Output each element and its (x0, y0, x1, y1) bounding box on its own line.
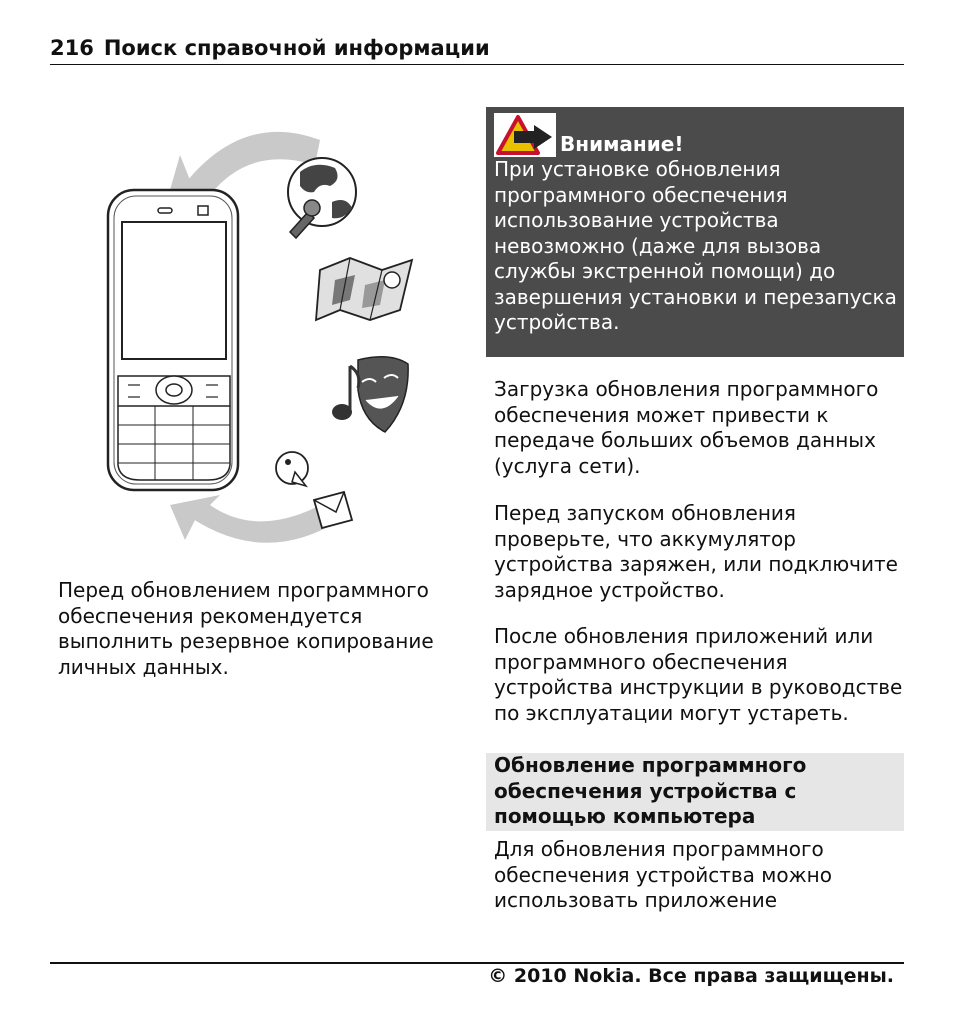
paragraph-manual-outdated: После обновления приложений или программного обеспечения устройства инструкции в руководстве по эксплуатации могут устареть. (494, 624, 903, 725)
music-note-icon (332, 366, 359, 420)
warning-title: Внимание! (560, 132, 684, 156)
footer-divider (50, 962, 904, 964)
section-text: Для обновления программного обеспечения устройства можно использовать приложение (494, 837, 832, 912)
speech-icon (276, 452, 308, 486)
page-header (50, 36, 904, 60)
theatre-masks-icon (358, 357, 408, 432)
paragraph-battery: Перед запуском обновления проверьте, что аккумулятор устройства заряжен, или подключите зарядное устройство. (494, 501, 898, 602)
page-number: 216 (50, 36, 94, 60)
phone-icon (108, 190, 238, 490)
section-heading: Обновление программного обеспечения устройства с помощью компьютера (486, 753, 904, 831)
envelope-icon (314, 492, 352, 528)
warning-triangle-icon (494, 113, 556, 157)
paragraph-data-volume: Загрузка обновления программного обеспечения может привести к передаче больших объемов данных (услуга сети). (494, 377, 879, 478)
warning-header (494, 107, 904, 157)
copyright: © 2010 Nokia. Все права защищены. (488, 965, 894, 987)
warning-box (486, 107, 904, 357)
page-title: Поиск справочной информации (103, 36, 490, 60)
warning-text: При установке обновления программного обеспечения использование устройства невозможно (даже для вызова службы экстренной помощи) до завершения установки и перезапуска устройства. (494, 157, 897, 334)
map-icon (316, 258, 412, 320)
header-divider (50, 64, 904, 65)
backup-illustration (100, 120, 430, 560)
globe-icon (288, 158, 356, 238)
backup-recommendation: Перед обновлением программного обеспечения рекомендуется выполнить резервное копирование личных данных. (58, 578, 434, 679)
